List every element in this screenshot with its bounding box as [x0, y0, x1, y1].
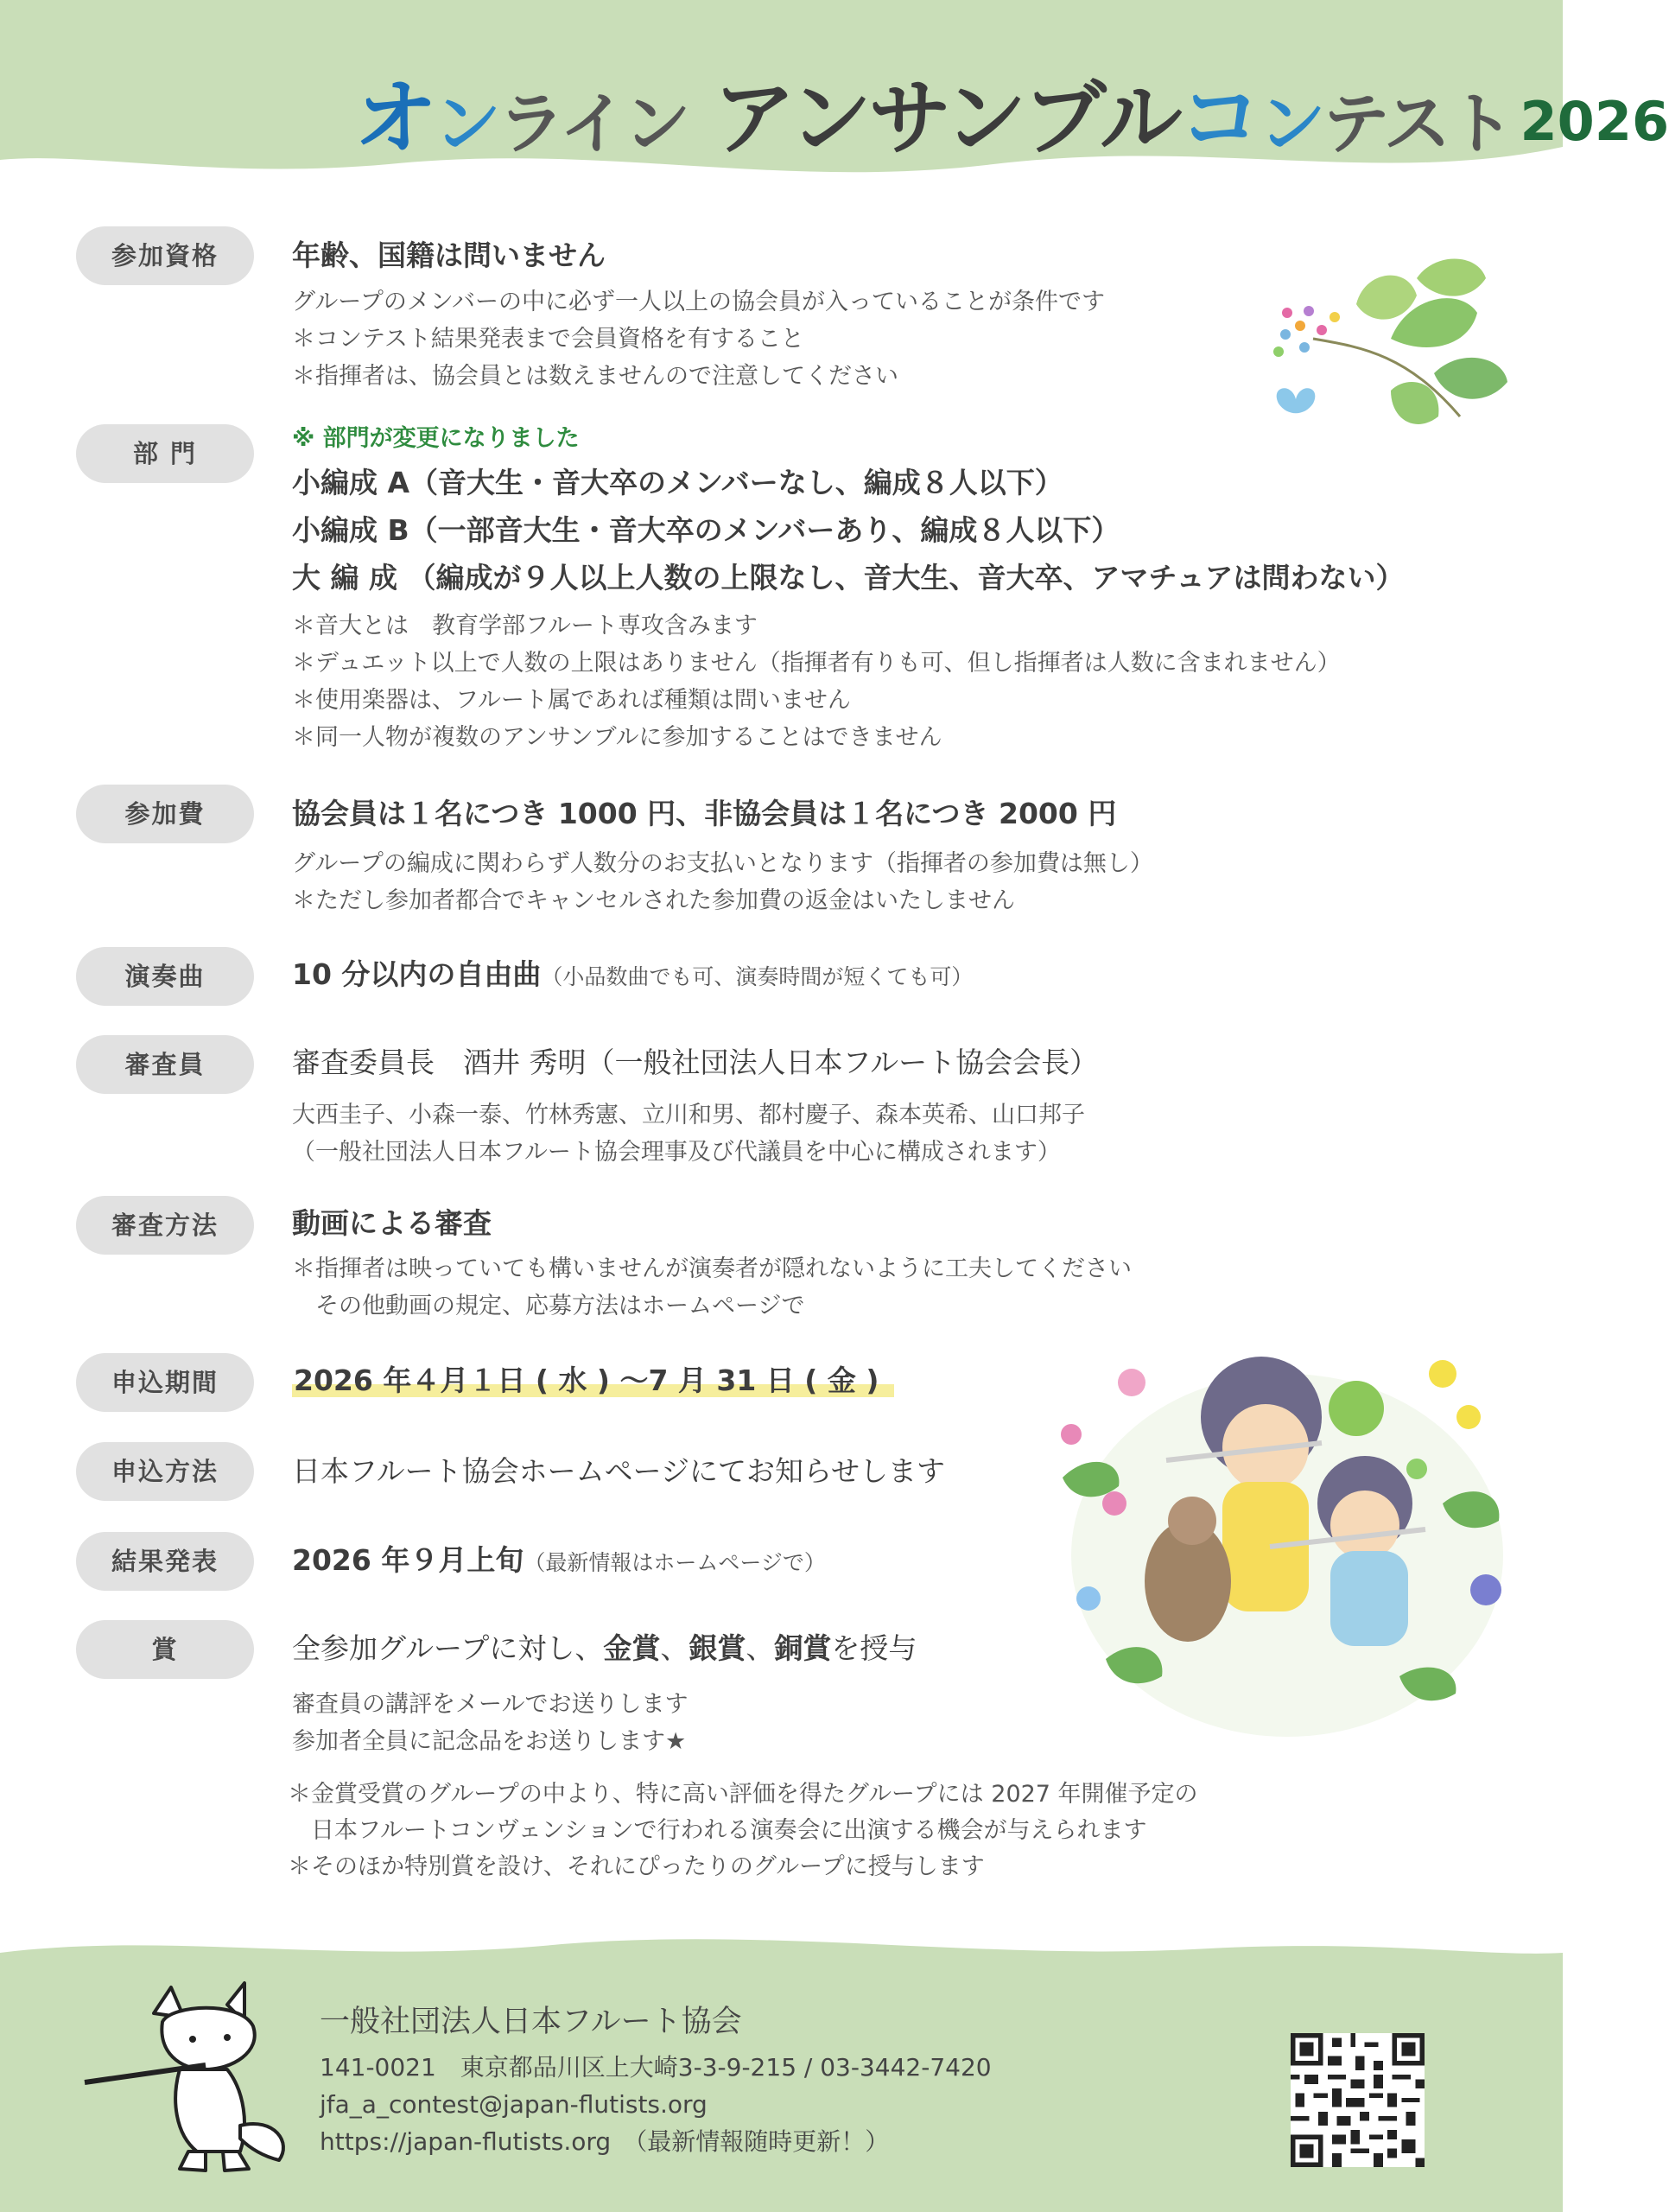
label-period: 申込期間 — [76, 1353, 254, 1412]
eligibility-main: 年齢、国籍は問いません — [292, 238, 606, 272]
prize-bronze: 銅賞 — [774, 1631, 832, 1665]
prize-note-1: 審査員の講評をメールでお送りします — [292, 1691, 689, 1718]
leaves-illustration — [1261, 244, 1512, 442]
method-main: 動画による審査 — [292, 1206, 492, 1240]
prize-sep-1: 、 — [660, 1631, 689, 1665]
fox-flute-mascot — [76, 1979, 301, 2177]
footer-address: 141-0021 東京都品川区上大崎3-3-9-215 / 03-3442-7420 — [320, 2053, 992, 2082]
results-main-text: 2026 年９月上旬 — [292, 1543, 524, 1577]
period-highlight: 2026 年４月１日 ( 水 ) ～7 月 31 日 ( 金 ) — [292, 1363, 894, 1397]
judges-note-1: 大西圭子、小森一泰、竹林秀憲、立川和男、都村慶子、森本英希、山口邦子 — [292, 1102, 1085, 1128]
method-note-2: その他動画の規定、応募方法はホームページで — [292, 1293, 805, 1319]
results-main — [292, 1541, 826, 1582]
footer-website-link[interactable]: https://japan-flutists.org （最新情報随時更新！） — [320, 2127, 890, 2156]
division-changed-notice: ※ 部門が変更になりました — [292, 425, 580, 452]
results-sub-text: （最新情報はホームページで） — [524, 1550, 826, 1575]
footer-email-link[interactable]: jfa_a_contest@japan-flutists.org — [320, 2090, 708, 2119]
prize-main-b: を授与 — [831, 1631, 917, 1665]
division-item-large: 大 編 成 （編成が９人以上人数の上限なし、音大生、音大卒、アマチュアは問わない） — [292, 561, 1405, 594]
division-note-4: ＊同一人物が複数のアンサンブルに参加することはできません — [292, 724, 942, 751]
method-note-1: ＊指揮者は映っていても構いませんが演奏者が隠れないように工夫してください — [292, 1255, 1132, 1282]
division-note-3: ＊使用楽器は、フルート属であれば種類は問いません — [292, 687, 851, 714]
label-apply: 申込方法 — [76, 1442, 254, 1501]
piece-sub-text: （小品数曲でも可、演奏時間が短くても可） — [541, 964, 974, 989]
label-division: 部 門 — [76, 424, 254, 483]
piece-main-text: 10 分以内の自由曲 — [292, 957, 542, 991]
prize-gold: 金賞 — [603, 1631, 661, 1665]
prize-note-2: 参加者全員に記念品をお送りします★ — [292, 1728, 687, 1755]
prize-sep-2: 、 — [746, 1631, 775, 1665]
qr-code[interactable] — [1291, 2033, 1425, 2167]
division-note-1: ＊音大とは 教育学部フルート専攻含みます — [292, 613, 758, 639]
label-eligibility: 参加資格 — [76, 226, 254, 285]
title-year: 2026 — [1520, 90, 1669, 153]
label-piece: 演奏曲 — [76, 947, 254, 1006]
prize-main-a: 全参加グループに対し、 — [292, 1631, 604, 1665]
label-method: 審査方法 — [76, 1196, 254, 1255]
footer-org-name: 一般社団法人日本フルート協会 — [320, 2005, 742, 2039]
label-results: 結果発表 — [76, 1532, 254, 1591]
label-judges: 審査員 — [76, 1035, 254, 1094]
fee-main: 協会員は１名につき 1000 円、非協会員は１名につき 2000 円 — [292, 797, 1117, 830]
page-title: オンライン アンサンブルコンテスト 2026 — [354, 70, 1669, 167]
prize-footnote-3: ＊そのほか特別賞を設け、それにぴったりのグループに授与します — [288, 1853, 985, 1880]
label-fee: 参加費 — [76, 785, 254, 843]
prize-footnote-1: ＊金賞受賞のグループの中より、特に高い評価を得たグループには 2027 年開催予定の — [288, 1781, 1198, 1808]
label-prize: 賞 — [76, 1620, 254, 1679]
eligibility-note-1: グループのメンバーの中に必ず一人以上の協会員が入っていることが条件です — [292, 289, 1105, 315]
division-item-b: 小編成 B（一部音大生・音大卒のメンバーあり、編成８人以下） — [292, 513, 1120, 547]
prize-footnote-2: 日本フルートコンヴェンションで行われる演奏会に出演する機会が与えられます — [288, 1817, 1147, 1844]
prize-main — [292, 1630, 917, 1668]
division-note-2: ＊デュエット以上で人数の上限はありません（指揮者有りも可、但し指揮者は人数に含まれません） — [292, 650, 1341, 677]
fee-note-2: ＊ただし参加者都合でキャンセルされた参加費の返金はいたしません — [292, 887, 1015, 914]
children-flute-illustration — [1037, 1296, 1520, 1745]
piece-main — [292, 956, 973, 996]
eligibility-note-3: ＊指揮者は、協会員とは数えませんので注意してください — [292, 363, 898, 390]
period-main — [292, 1362, 894, 1400]
judges-main: 審査委員長 酒井 秀明（一般社団法人日本フルート協会会長） — [292, 1046, 1099, 1079]
division-item-a: 小編成 A（音大生・音大卒のメンバーなし、編成８人以下） — [292, 466, 1063, 499]
prize-silver: 銀賞 — [689, 1631, 746, 1665]
fee-note-1: グループの編成に関わらず人数分のお支払いとなります（指揮者の参加費は無し） — [292, 850, 1153, 877]
judges-note-2: （一般社団法人日本フルート協会理事及び代議員を中心に構成されます） — [292, 1139, 1061, 1166]
eligibility-note-2: ＊コンテスト結果発表まで会員資格を有すること — [292, 326, 804, 353]
apply-main: 日本フルート協会ホームページにてお知らせします — [292, 1454, 946, 1488]
